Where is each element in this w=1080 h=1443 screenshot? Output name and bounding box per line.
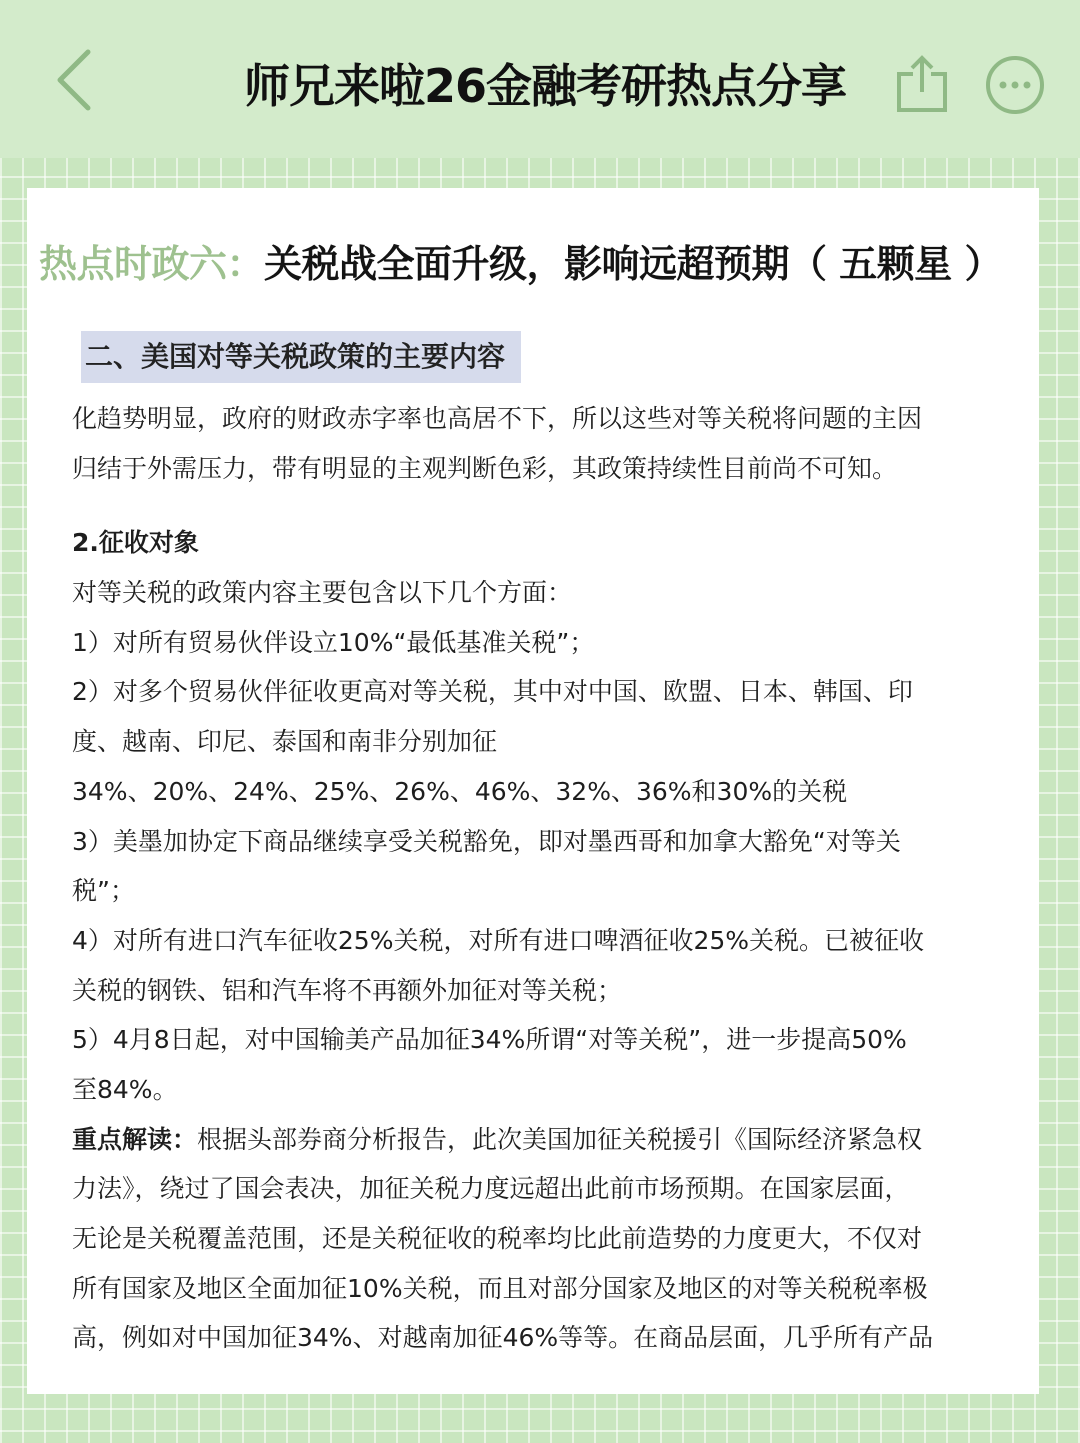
card-title-prefix: 热点时政六：	[39, 242, 265, 286]
list-line: 3）美墨加协定下商品继续享受关税豁免，即对墨西哥和加拿大豁免“对等关	[72, 826, 901, 856]
subheading: 2.征收对象	[72, 528, 199, 558]
list-line: 关税的钢铁、铝和汽车将不再额外加征对等关税；	[72, 975, 623, 1005]
list-line: 至84%。	[72, 1074, 178, 1104]
top-bar	[0, 0, 1080, 158]
paragraph-line: 归结于外需压力，带有明显的主观判断色彩，其政策持续性目前尚不可知。	[72, 453, 898, 483]
page-title: 师兄来啦26金融考研热点分享	[243, 59, 846, 113]
card-title-main: 关税战全面升级，影响远超预期（ 五颗星 ）	[264, 242, 1002, 286]
list-line: 1）对所有贸易伙伴设立10%“最低基准关税”；	[72, 627, 595, 657]
paragraph-line: 无论是关税覆盖范围，还是关税征收的税率均比此前造势的力度更大，不仅对	[72, 1224, 923, 1253]
list-line: 4）对所有进口汽车征收25%关税，对所有进口啤酒征收25%关税。已被征收	[72, 925, 925, 955]
more-icon[interactable]	[984, 54, 1046, 116]
list-line: 对等关税的政策内容主要包含以下几个方面：	[72, 578, 573, 608]
paragraph-line: 化趋势明显，政府的财政赤字率也高居不下，所以这些对等关税将问题的主因	[72, 404, 923, 433]
list-line: 5）4月8日起，对中国输美产品加征34%所谓“对等关税”，进一步提高50%	[72, 1025, 907, 1055]
section-label: 二、美国对等关税政策的主要内容	[81, 331, 521, 383]
key-point-line	[72, 1115, 1027, 1165]
paragraph-line: 力法》，绕过了国会表决，加征关税力度远超出此前市场预期。在国家层面，	[72, 1174, 910, 1204]
list-line: 34%、20%、24%、25%、26%、46%、32%、36%和30%的关税	[72, 776, 848, 806]
share-icon[interactable]	[893, 54, 951, 114]
card-title	[39, 236, 1034, 292]
list-line: 2）对多个贸易伙伴征收更高对等关税，其中对中国、欧盟、日本、韩国、印	[72, 677, 913, 707]
key-point-label: 重点解读：	[72, 1124, 198, 1154]
list-line: 税”；	[72, 876, 135, 906]
paragraph-line: 高，例如对中国加征34%、对越南加征46%等等。在商品层面，几乎所有产品	[72, 1323, 934, 1353]
key-point-text: 根据头部券商分析报告，此次美国加征关税援引《国际经济紧急权	[197, 1124, 923, 1154]
paragraph-line: 所有国家及地区全面加征10%关税，而且对部分国家及地区的对等关税税率极	[72, 1273, 928, 1303]
back-icon[interactable]	[48, 44, 108, 116]
content-card	[27, 188, 1039, 1394]
body-text	[72, 394, 1027, 1363]
list-line: 度、越南、印尼、泰国和南非分别加征	[72, 727, 498, 757]
